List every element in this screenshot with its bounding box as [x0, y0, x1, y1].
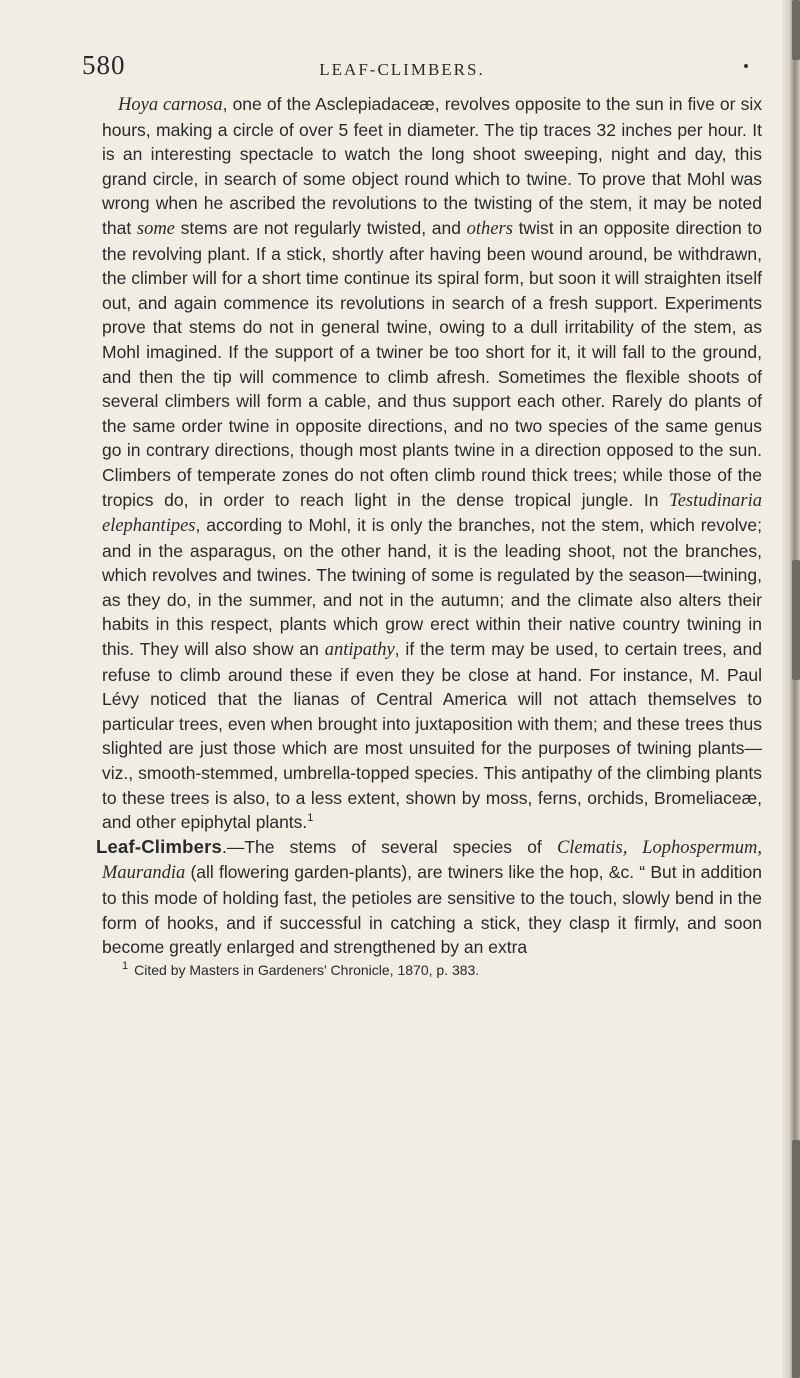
running-head: LEAF-CLIMBERS. [319, 60, 485, 79]
section-heading: Leaf-Climbers [96, 835, 222, 857]
footnote-marker: 1 [122, 960, 129, 973]
text-run: twist in an opposite direction to the revolving plant. If a stick, shortly after having been wound around, be withdrawn, the climber will for a short time continue its spiral form, but soon it will straighten itself out, and again commence its revolutions in search of a fresh support. Experiments prove that stems do not in general twine, owing to a dull irritability of the stem, as Mohl imagined. If the support of a twiner be too short for it, it will fall to the ground, and then the tip will commence to climb afresh. Sometimes the flexible shoots of several climbers will form a cable, and thus support each other. Rarely do plants of the same order twine in opposite directions, and no two species of the same genus go in contrary directions, though most plants twine in a direction opposed to the sun. Climbers of temperate zones do not often climb round thick trees; while those of the tropics do, in order to reach light in the dense tropical jungle. In [102, 217, 762, 510]
page-number: 580 [82, 50, 126, 80]
footnote [102, 960, 762, 980]
italic-term: others [466, 218, 513, 239]
text-run: , one of the Asclepiadaceæ, revolves opposite to the sun in five or six hours, making a circle of over 5 feet in diameter. The tip traces 32 inches per hour. It is an interesting spectacle to watch the long shoot sweeping, night and day, this grand circle, in search of some object round which to twine. To prove that Mohl was wrong when he ascribed the revolutions to the twisting of the stem, it may be noted that [102, 94, 762, 238]
text-run: , according to Mohl, it is only the branches, not the stem, which revolve; and in the asparagus, on the other hand, it is the leading shoot, not the branches, which revolves and twines. The twining of some is regulated by the season—twining, as they do, in the summer, and not in the autumn; and the climate also alters their habits in this respect, plants which grow erect within their native country twining in this. They will also show an [102, 515, 762, 660]
footnote-text: Cited by Masters in Gardeners' Chronicle, 1870, p. 383. [134, 961, 480, 978]
page-edge-shadow [782, 0, 800, 1378]
page-header [82, 50, 762, 86]
italic-term: Hoya carnosa [118, 95, 223, 115]
italic-term: some [136, 218, 175, 239]
italic-term: Testudinaria elephantipes [102, 490, 762, 537]
text-run: (all flowering garden-plants), are twiners like the hop, &c. “ But in addition to this mode of holding fast, the petioles are sensitive to the touch, slowly bend in the form of hooks, and if successful in catching a stick, they clasp it firmly, and soon become greatly enlarged and strengthened by an extra [102, 862, 762, 958]
paragraph-leaf-climbers [96, 835, 762, 960]
paragraph-hoya [102, 92, 762, 835]
main-text [96, 92, 762, 980]
text-run: stems are not regularly twisted, and [174, 217, 467, 238]
binding-band [792, 1140, 800, 1378]
text-run: .—The stems of several species of [221, 836, 557, 857]
binding-band [792, 560, 800, 680]
footnote-reference: 1 [307, 812, 314, 825]
italic-term: Clematis, Lophospermum, Maurandia [102, 837, 762, 884]
binding-band [792, 0, 800, 60]
italic-term: antipathy [324, 640, 395, 661]
text-run: , if the term may be used, to certain trees, and refuse to climb around these if even they be close at hand. For instance, M. Paul Lévy noticed that the lianas of Central America will not attach themselves to particular trees, even when brought into juxtaposition with them; and these trees thus slighted are just those which are most unsuited for the purposes of twining plants—viz., smooth-stemmed, umbrella-topped species. This antipathy of the climbing plants to these trees is also, to a less extent, shown by moss, ferns, orchids, Bromeliaceæ, and other epiphytal plants. [102, 639, 762, 833]
header-dot [744, 64, 748, 68]
